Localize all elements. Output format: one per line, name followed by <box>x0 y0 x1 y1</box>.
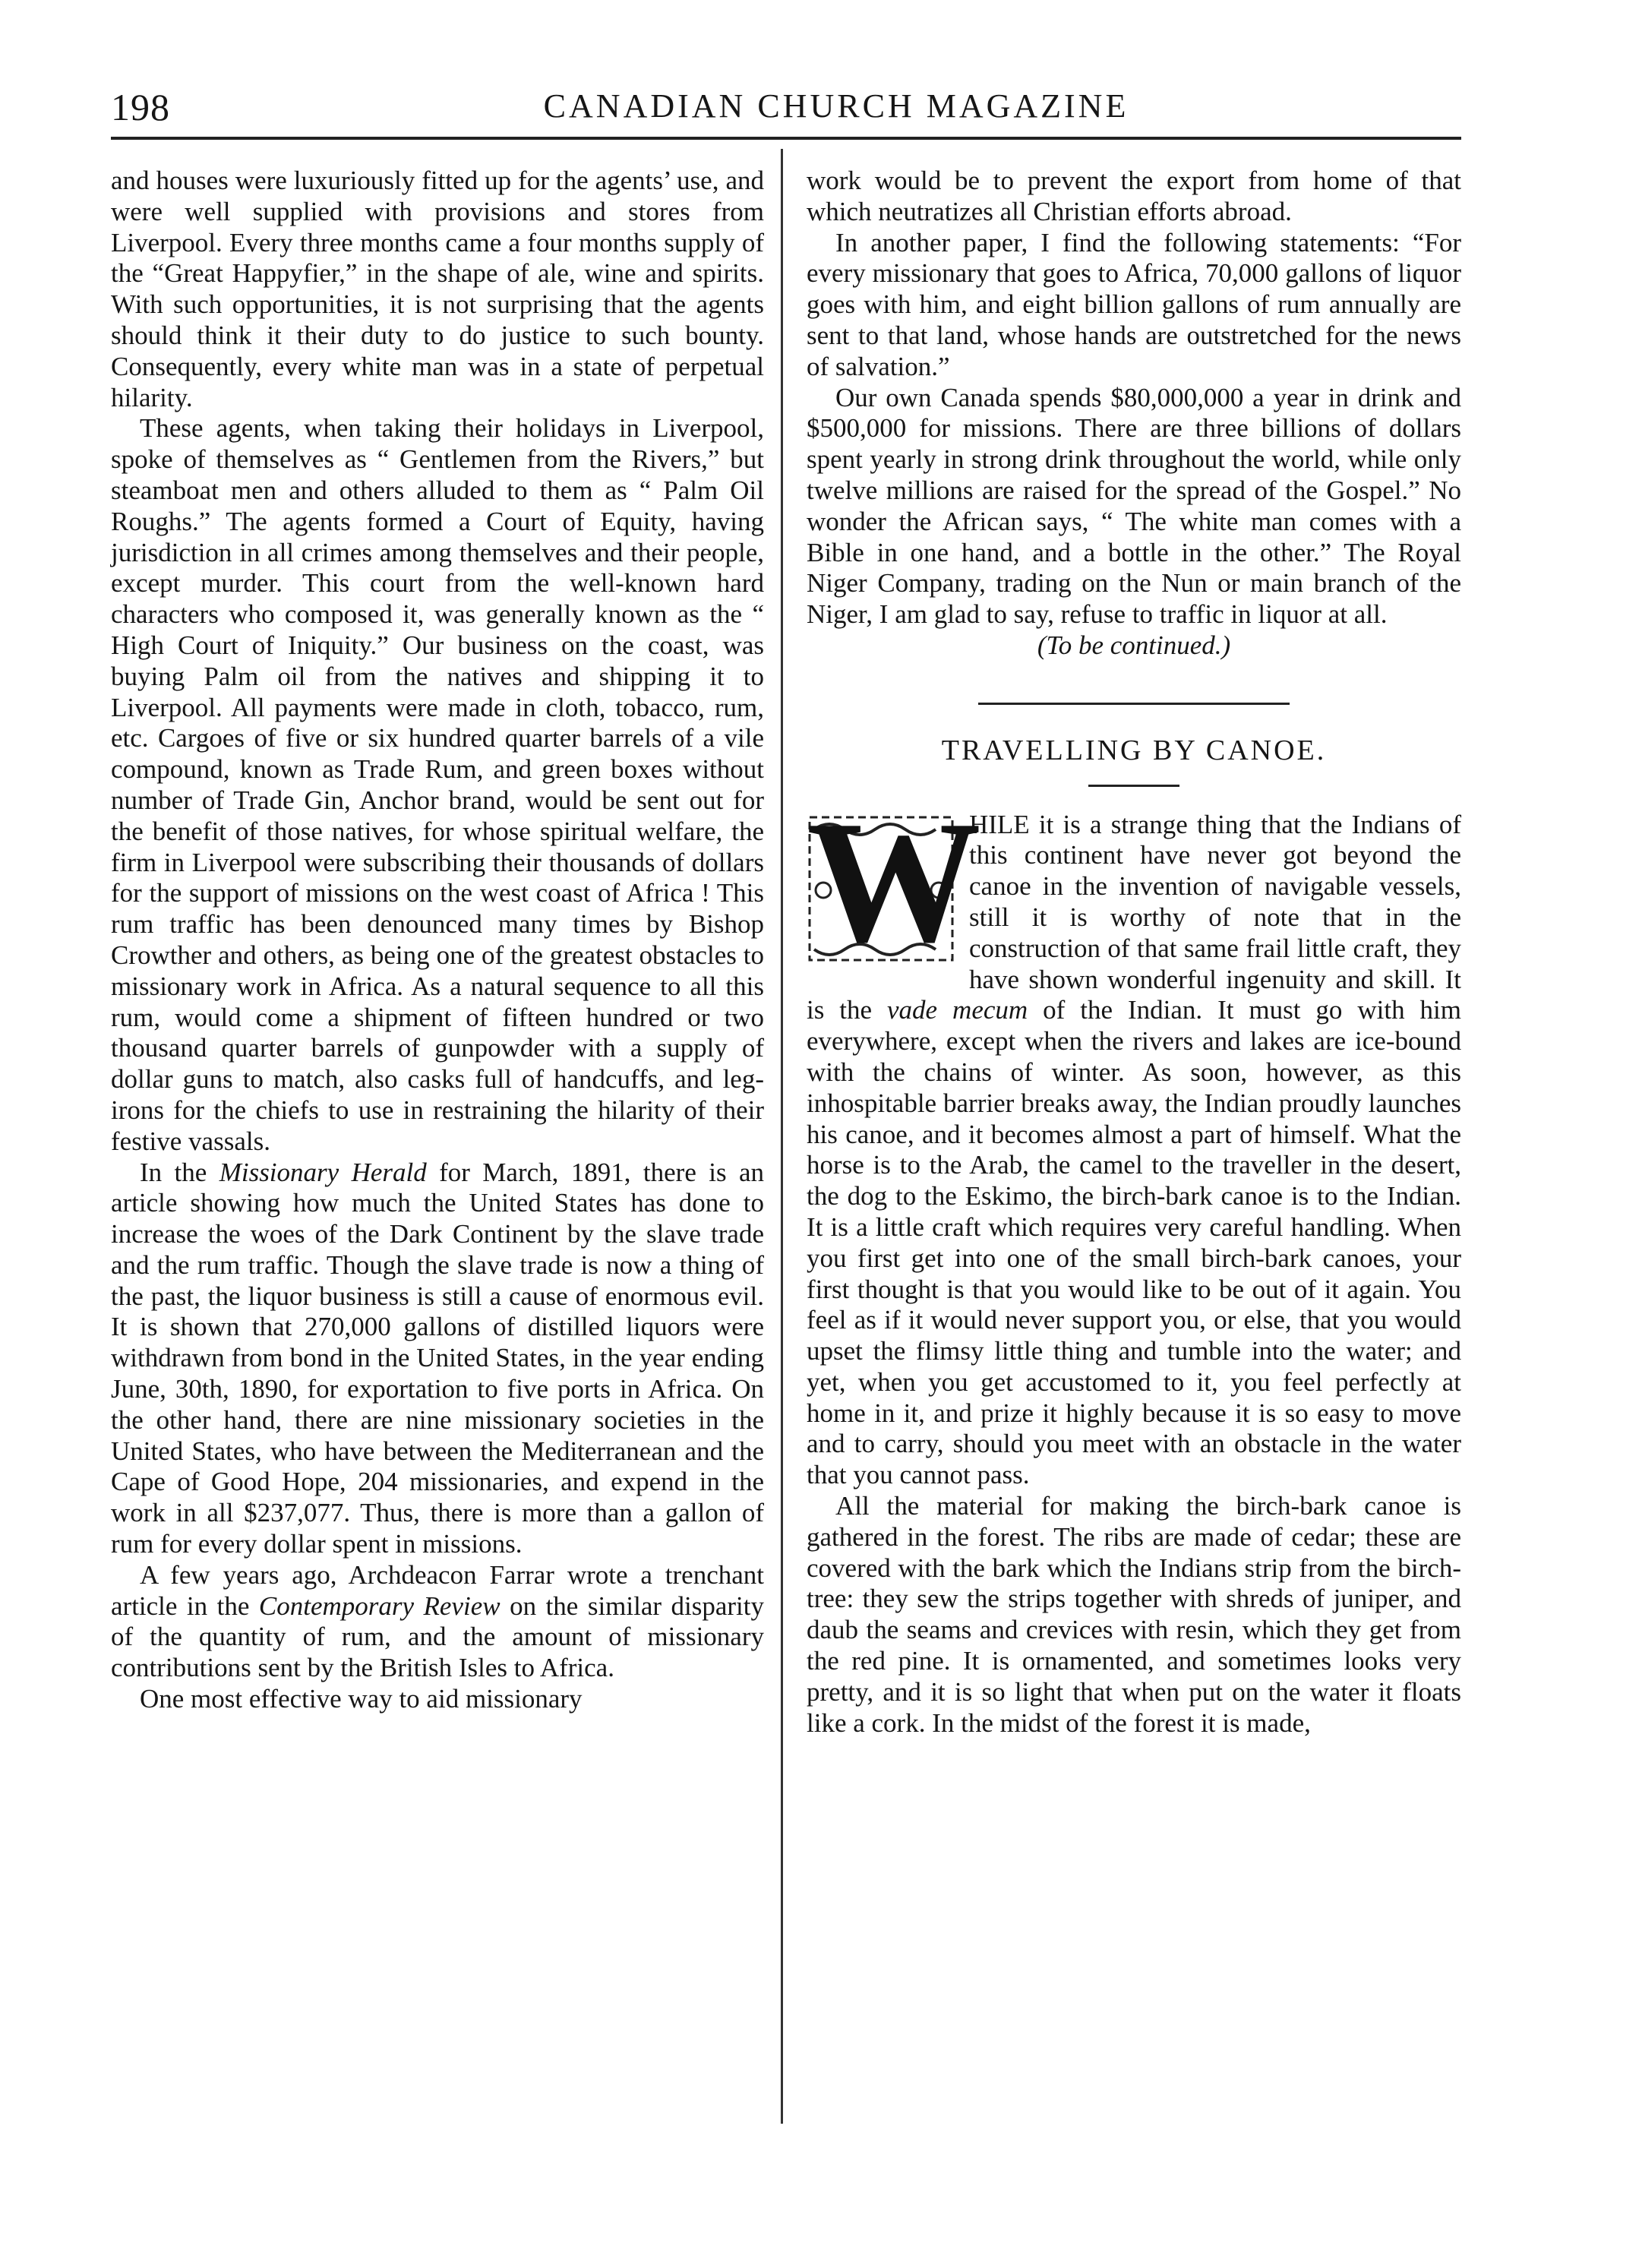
text-run: of the Indian. It must go with him everywhere, except when the rivers and lakes are ice-bound with the chains of winter. As soon, however, as this inhospitable barrier breaks away, the Indian proudly launches his canoe, and it becomes almost a part of himself. What the horse is to the Arab, the camel to the traveller in the desert, the dog to the Eskimo, the birch-bark canoe is to the Indian. It is a little craft which requires very careful handling. When you first get into one of the small birch-bark canoes, your first thought is that you would like to be out of it again. You feel as if it would never support you, or else, that you would upset the flimsy little thing and tumble into the water; and yet, when you get accustomed to it, you feel perfectly at home in it, and prize it highly because it is so easy to move and to carry, should you meet with an obstacle in the water that you cannot pass. <box>807 995 1461 1490</box>
paragraph <box>807 784 1461 1492</box>
header-rule <box>111 137 1461 140</box>
to-be-continued: (To be continued.) <box>1037 630 1231 660</box>
paragraph <box>111 1560 764 1684</box>
text-run: In the <box>140 1157 219 1187</box>
column-divider <box>781 149 783 2124</box>
text-run: HILE it is a strange thing that the Indians of this continent have never got beyond the canoe in the invention of navigable vessels, still it is worthy of note that in the construction of that same frail little craft, they have shown wonderful ingenuity and skill. It is the <box>807 809 1461 1025</box>
dropcap-letter: W <box>807 784 981 978</box>
text-run: A few years ago, Archdeacon Farrar wrote a trenchant article in the <box>111 1559 764 1621</box>
paragraph: In another paper, I find the following statements: “For every missionary that goes to Africa, 70,000 gallons of liquor goes with him, and eight billion gallons of rum annually are sent to that land, whose hands are outstretched for the news of salvation.” <box>807 227 1461 381</box>
paragraph: Our own Canada spends $80,000,000 a year in drink and $500,000 for missions. There are three billions of dollars spent yearly in strong drink throughout the world, while only twelve millions are raised for the spread of the Gospel.” No wonder the African says, “ The white man comes with a Bible in one hand, and a bottle in the other.” The Royal Niger Company, trading on the Nun or main branch of the Niger, I am glad to say, refuse to traffic in liquor at all. <box>807 382 1461 630</box>
paragraph: work would be to prevent the export from home of that which neutratizes all Christian efforts abroad. <box>807 166 1461 226</box>
ornamental-dropcap <box>807 784 981 978</box>
running-head: CANADIAN CHURCH MAGAZINE <box>543 87 1129 125</box>
italic-phrase: vade mecum <box>887 995 1028 1025</box>
text-run: on the similar disparity of the quantity of rum, and the amount of missionary contributions sent by the British Isles to Africa. <box>111 1590 764 1683</box>
title-rule <box>1088 785 1179 787</box>
right-column <box>807 166 1461 1739</box>
paragraph: and houses were luxuriously fitted up for the agents’ use, and were well supplied with provisions and stores from Liverpool. Every three months came a four months supply of the “Great Happyfier,” in the shape of ale, wine and spirits. With such opportunities, it is not surprising that the agents should think it their duty to do justice to such bounty. Consequently, every white man was in a state of perpetual hilarity. <box>111 166 764 412</box>
page-number: 198 <box>111 86 170 128</box>
italic-title: Contemporary Review <box>258 1590 500 1621</box>
article-title: TRAVELLING BY CANOE. <box>941 734 1327 766</box>
text-run: for March, 1891, there is an article showing how much the United States has done to increase the woes of the Dark Continent by the slave trade and the rum traffic. Though the slave trade is now a thing of the past, the liquor business is still a cause of enormous evil. It is shown that 270,000 gallons of distilled liquors were withdrawn from bond in the United States, in the year ending June, 30th, 1890, for exportation to five ports in Africa. On the other hand, there are nine missionary societies in the United States, who have between the Mediterranean and the Cape of Good Hope, 204 missionaries, and expend in the work in all $237,077. Thus, there is more than a gallon of rum for every dollar spent in missions. <box>111 1157 765 1559</box>
italic-title: Missionary Herald <box>219 1157 427 1187</box>
paragraph: These agents, when taking their holidays in Liverpool, spoke of themselves as “ Gentlemen from the Rivers,” but steamboat men and others alluded to them as “ Palm Oil Roughs.” The agents formed a Court of Equity, having jurisdiction in all crimes among themselves and their people, except murder. This court from the well-known hard characters who composed it, was generally known as the “ High Court of Iniquity.” Our business on the coast, was buying Palm oil from the natives and shipping it to Liverpool. All payments were made in cloth, tobacco, rum, etc. Cargoes of five or six hundred quarter barrels of a vile compound, known as Trade Rum, and green boxes without number of Trade Gin, Anchor brand, would be sent out for the benefit of those natives, for whose spiritual welfare, the firm in Liverpool were subscribing their thousands of dollars for the support of missions on the west coast of Africa ! This rum traffic has been denounced many times by Bishop Crowther and others, as being one of the greatest obstacles to missionary work in Africa. As a natural sequence to all this rum, would come a shipment of fifteen hundred or two thousand quarter barrels of gunpowder with a supply of dollar guns to match, also casks full of handcuffs, and leg-irons for the chiefs to use in restraining the hilarity of their festive vassals. <box>111 413 764 1156</box>
paragraph <box>111 1158 764 1560</box>
section-separator <box>978 703 1290 705</box>
left-column <box>111 166 764 1715</box>
paragraph: All the material for making the birch-bark canoe is gathered in the forest. The ribs are made of cedar; these are covered with the bark which the Indians strip from the birch-tree: they sew the strips together with shreds of juniper, and daub the seams and crevices with resin, which they get from the red pine. It is ornamented, and sometimes looks very pretty, and it is so light that when put on the water it floats like a cork. In the midst of the forest it is made, <box>807 1491 1461 1738</box>
paragraph: One most effective way to aid missionary <box>140 1684 583 1714</box>
